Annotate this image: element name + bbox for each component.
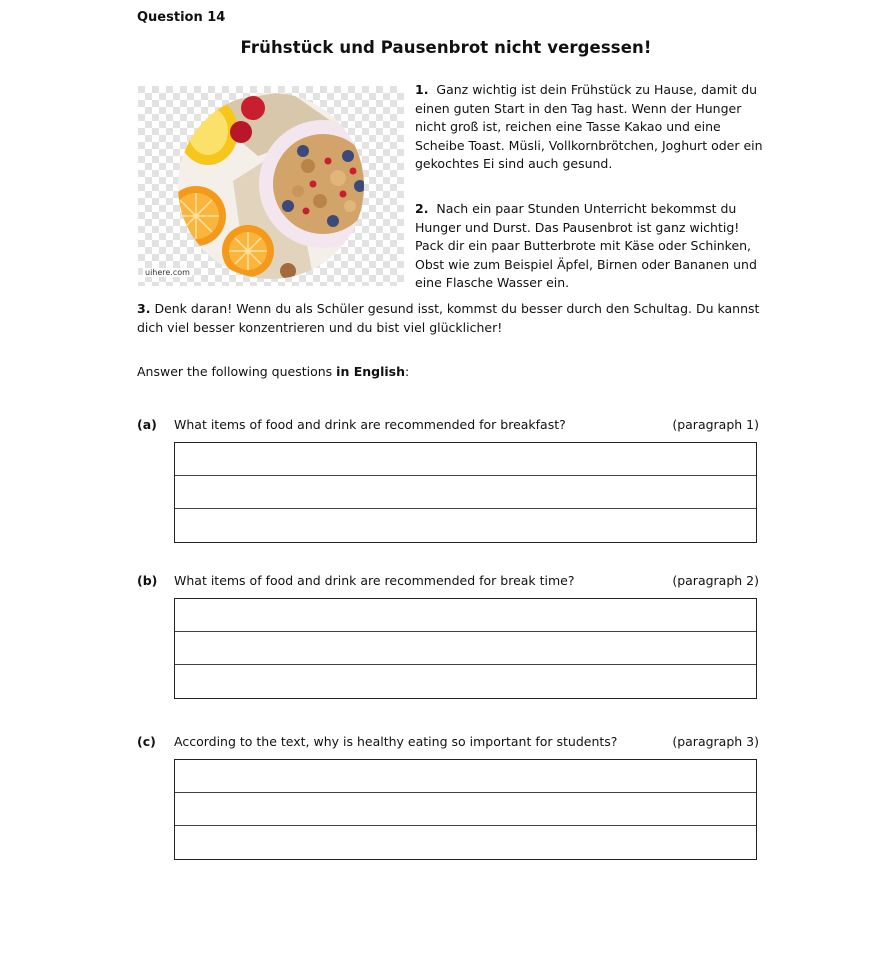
answer-line[interactable] [175, 599, 756, 632]
paragraph-reference: (paragraph 1) [672, 417, 759, 432]
answer-box-c[interactable] [174, 759, 757, 860]
answer-line[interactable] [175, 476, 756, 509]
question-a [137, 417, 759, 435]
answer-line[interactable] [175, 760, 756, 793]
paragraph-2: 2. Nach ein paar Stunden Unterricht bekommst du Hunger und Durst. Das Pausenbrot ist ganz wichtig! Pack dir ein paar Butterbrote mit Käse oder Schinken, Obst wie zum Beispiel Äpfel, Birnen oder Bananen und eine Flasche Wasser ein. [415, 201, 757, 290]
answer-box-a[interactable] [174, 442, 757, 543]
answer-box-b[interactable] [174, 598, 757, 699]
question-label: (c) [137, 734, 156, 749]
question-label: (a) [137, 417, 157, 432]
answer-line[interactable] [175, 509, 756, 542]
question-number: Question 14 [137, 10, 226, 25]
answer-line[interactable] [175, 632, 756, 665]
breakfast-photo [138, 86, 404, 286]
paragraph-3: 3. Denk daran! Wenn du als Schüler gesund isst, kommst du besser durch den Schultag. Du kannst dich viel besser konzentrieren und du bist viel glücklicher! [137, 301, 760, 335]
question-label: (b) [137, 573, 158, 588]
answer-line[interactable] [175, 793, 756, 826]
answer-line[interactable] [175, 665, 756, 698]
question-text: What items of food and drink are recommended for break time? [174, 573, 575, 588]
instruction: Answer the following questions in English: [137, 364, 410, 379]
paragraph-1: 1. Ganz wichtig ist dein Frühstück zu Hause, damit du einen guten Start in den Tag hast. Wenn der Hunger nicht groß ist, reichen eine Tasse Kakao und eine Scheibe Toast. Müsli, Vollkornbrötchen, Joghurt oder ein gekochtes Ei sind auch gesund. [415, 82, 763, 171]
worksheet-title: Frühstück und Pausenbrot nicht vergessen! [240, 38, 652, 57]
paragraph-reference: (paragraph 2) [672, 573, 759, 588]
question-c [137, 734, 759, 752]
answer-line[interactable] [175, 826, 756, 859]
blueberry [297, 145, 309, 157]
question-text: What items of food and drink are recommended for breakfast? [174, 417, 566, 432]
image-credit: uihere.com [145, 268, 190, 277]
paragraph-reference: (paragraph 3) [672, 734, 759, 749]
question-text: According to the text, why is healthy eating so important for students? [174, 734, 618, 749]
answer-line[interactable] [175, 443, 756, 476]
strawberry [230, 121, 252, 143]
strawberry [241, 96, 265, 120]
question-b [137, 573, 759, 591]
